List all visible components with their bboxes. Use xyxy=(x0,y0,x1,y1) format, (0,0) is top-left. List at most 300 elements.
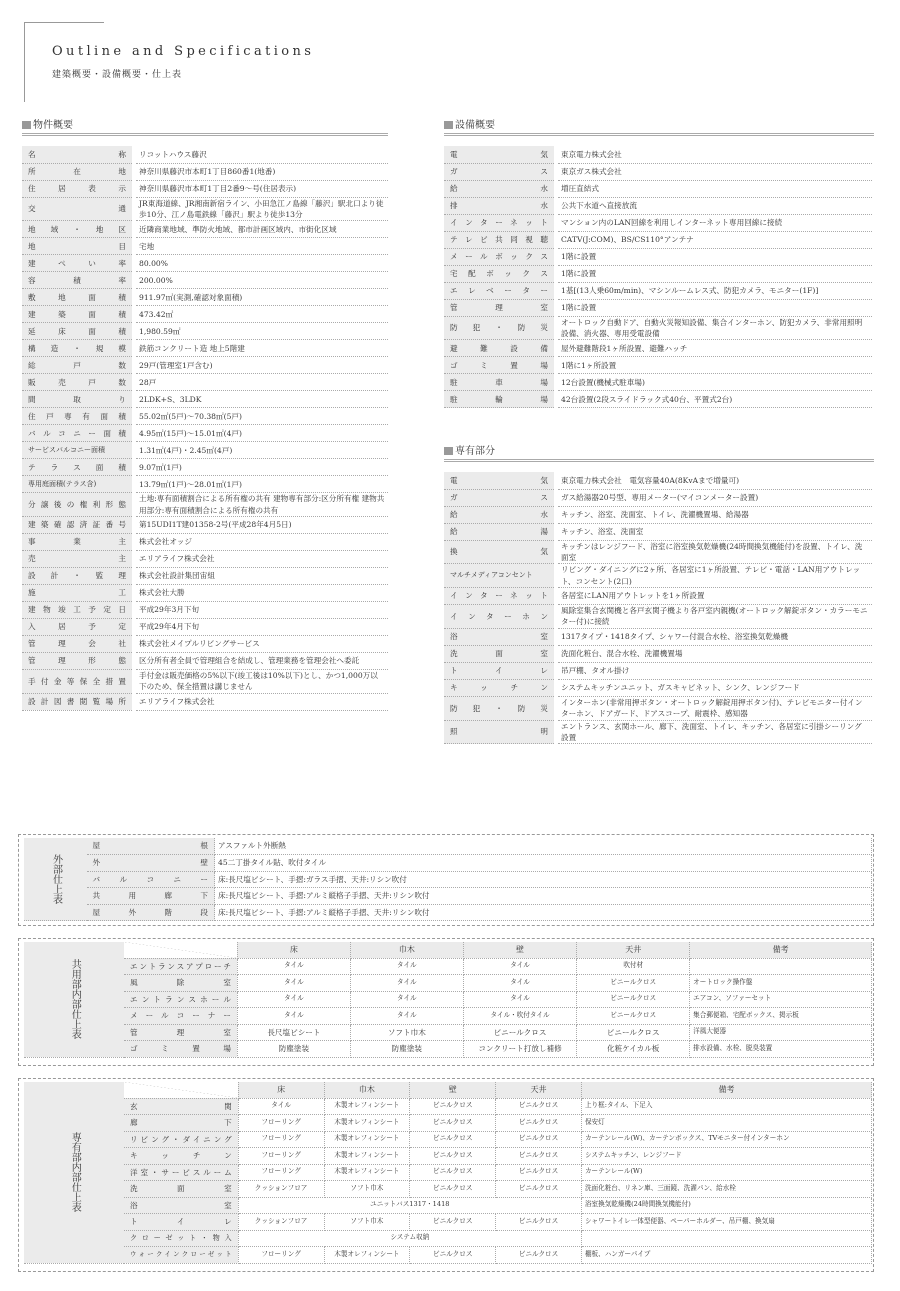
spec-row xyxy=(22,146,388,163)
senyu-finish-table xyxy=(24,1082,872,1264)
row-label: キッチン xyxy=(124,1148,238,1165)
column-header: 巾木 xyxy=(350,942,463,958)
row-label: 廊下 xyxy=(124,1115,238,1132)
gaibu-table xyxy=(24,838,872,921)
spec-value: エントランス、玄関ホール、廊下、洗面室、トイレ、キッチン、各居室に引掛シーリング設置 xyxy=(556,720,872,744)
column-header: 壁 xyxy=(463,942,576,958)
spec-row xyxy=(22,272,388,289)
spec-label: エレベーター xyxy=(444,282,556,299)
side-title: 専有部内部仕上表 xyxy=(24,1082,124,1263)
spec-label: 駐車場 xyxy=(444,374,556,391)
spec-value: 株式会社オッジ xyxy=(134,534,388,551)
cell: タイル xyxy=(463,975,576,992)
table-row xyxy=(24,904,872,921)
table-row xyxy=(24,1098,872,1115)
spec-label: 給湯 xyxy=(444,523,556,540)
cell: ビニールクロス xyxy=(577,975,690,992)
section-setsubi-heading: 設備概要 xyxy=(444,118,874,136)
spec-row xyxy=(444,472,872,489)
spec-value: 近隣商業地域、準防火地域、都市計画区域内、市街化区域 xyxy=(134,221,388,238)
cell: ビニルクロス xyxy=(410,1164,496,1181)
setsubi-table xyxy=(444,146,872,408)
spec-row xyxy=(22,323,388,340)
spec-row xyxy=(444,679,872,696)
spec-label: 間取り xyxy=(22,391,134,408)
row-label: 風除室 xyxy=(124,975,237,992)
cell: 木製オレフィンシート xyxy=(324,1115,410,1132)
spec-row xyxy=(22,306,388,323)
spec-value: インターホン(非常用押ボタン・オートロック解錠用押ボタン付)、テレビモニター付インターホン、ドアガード、ドアスコープ、耐震枠、感知器 xyxy=(556,696,872,720)
spec-value: 東京電力株式会社 電気容量40A(8KvAまで増量可) xyxy=(556,472,872,489)
spec-value: 2LDK+S、3LDK xyxy=(134,391,388,408)
table-row xyxy=(24,888,872,905)
row-label: バルコニー xyxy=(87,871,215,888)
spec-value: エリアライフ株式会社 xyxy=(134,693,388,710)
spec-row xyxy=(444,588,872,605)
row-label: トイレ xyxy=(124,1214,238,1231)
spec-label: インターネット xyxy=(444,588,556,605)
spec-row xyxy=(444,628,872,645)
spec-value: 増圧直結式 xyxy=(556,180,872,197)
spec-value: 宅地 xyxy=(134,238,388,255)
spec-value: オートロック自動ドア、自動火災報知設備、集合インターホン、防犯カメラ、非常用照明設備、消火器、専用受電設備 xyxy=(556,316,872,340)
cell: フローリング xyxy=(238,1115,324,1132)
cell: タイル xyxy=(237,991,350,1008)
page-subtitle: 建築概要・設備概要・仕上表 xyxy=(52,70,183,80)
cell: 木製オレフィンシート xyxy=(324,1247,410,1264)
spec-row xyxy=(444,340,872,357)
cell: エアコン、ソファーセット xyxy=(690,991,872,1008)
cell: ビニルクロス xyxy=(496,1098,582,1115)
cell: フローリング xyxy=(238,1247,324,1264)
row-value: 床:長尺塩ビシート、手摺:アルミ縦格子手摺、天井:リシン吹付 xyxy=(215,888,872,905)
header-row xyxy=(24,942,872,958)
spec-value: 1317タイプ・1418タイプ、シャワー付混合水栓、浴室換気乾燥機 xyxy=(556,628,872,645)
spec-row xyxy=(444,374,872,391)
spec-row xyxy=(444,523,872,540)
row-label: リビング・ダイニング xyxy=(124,1131,238,1148)
spec-label: 設計図書閲覧場所 xyxy=(22,693,134,710)
spec-label: メールボックス xyxy=(444,248,556,265)
spec-value: JR東海道線、JR湘南新宿ライン、小田急江ノ島線「藤沢」駅北口より徒歩10分、江ノ島電鉄線「藤沢」駅より徒歩13分 xyxy=(134,197,388,221)
cell: 浴室換気乾燥機(24時間換気機能付) xyxy=(581,1197,871,1214)
cell xyxy=(690,958,872,975)
section-senyu-heading: 専有部分 xyxy=(444,444,874,462)
cell: 木製オレフィンシート xyxy=(324,1131,410,1148)
spec-label: ゴミ置場 xyxy=(444,357,556,374)
spec-row xyxy=(444,214,872,231)
spec-row xyxy=(444,146,872,163)
spec-label: 防犯・防災 xyxy=(444,696,556,720)
corner-cell xyxy=(124,942,237,958)
spec-value: 1.31㎡(4戸)・2.45㎡(4戸) xyxy=(134,442,388,459)
spec-label: 建物竣工予定日 xyxy=(22,602,134,619)
spec-label: 敷地面積 xyxy=(22,289,134,306)
spec-row xyxy=(444,605,872,629)
spec-label: 管理会社 xyxy=(22,636,134,653)
spec-label: 売主 xyxy=(22,551,134,568)
spec-row xyxy=(22,636,388,653)
cell: カーテンレール(W) xyxy=(581,1164,871,1181)
side-title: 外部仕上表 xyxy=(24,838,87,921)
cell: オートロック操作盤 xyxy=(690,975,872,992)
column-header: 床 xyxy=(237,942,350,958)
spec-value: 屋外避難階段1ヶ所設置、避難ハッチ xyxy=(556,340,872,357)
cell: ビニールクロス xyxy=(577,991,690,1008)
spec-label: 名称 xyxy=(22,146,134,163)
spec-value: 4.95㎡(15戸)〜15.01㎡(4戸) xyxy=(134,425,388,442)
cell: 棚板、ハンガーパイプ xyxy=(581,1247,871,1264)
spec-row xyxy=(444,720,872,744)
cell: システム収納 xyxy=(238,1230,581,1247)
spec-label: 給水 xyxy=(444,180,556,197)
spec-value: 1階に設置 xyxy=(556,299,872,316)
header-row xyxy=(24,1082,872,1098)
cell: クッションフロア xyxy=(238,1214,324,1231)
row-label: 外壁 xyxy=(87,855,215,872)
spec-value: 株式会社設計集団宙組 xyxy=(134,568,388,585)
spec-value: 200.00% xyxy=(134,272,388,289)
spec-row xyxy=(22,221,388,238)
table-row xyxy=(24,871,872,888)
cell: タイル xyxy=(237,975,350,992)
spec-value: 911.97㎡(実測,確認対象面積) xyxy=(134,289,388,306)
cell: フローリング xyxy=(238,1148,324,1165)
cell: タイル xyxy=(350,1008,463,1025)
spec-row xyxy=(444,231,872,248)
spec-label: 専用庭面積(テラス含) xyxy=(22,476,134,493)
cell: タイル xyxy=(237,1008,350,1025)
cell: タイル・吹付タイル xyxy=(463,1008,576,1025)
column-header: 床 xyxy=(238,1082,324,1098)
page-title: Outline and Specifications xyxy=(52,44,315,59)
spec-row xyxy=(444,316,872,340)
cell: ソフト巾木 xyxy=(324,1214,410,1231)
spec-value: キッチン、浴室、洗面室 xyxy=(556,523,872,540)
spec-value: 株式会社大勝 xyxy=(134,585,388,602)
spec-label: キッチン xyxy=(444,679,556,696)
table-row xyxy=(24,1148,872,1165)
spec-value: 東京電力株式会社 xyxy=(556,146,872,163)
table-row xyxy=(24,1214,872,1231)
cell: フローリング xyxy=(238,1164,324,1181)
spec-label: 換気 xyxy=(444,540,556,564)
row-value: アスファルト外断熱 xyxy=(215,838,872,855)
spec-row xyxy=(22,585,388,602)
spec-value: ガス給湯器20号型、専用メーター(マイコンメーター設置) xyxy=(556,489,872,506)
table-row xyxy=(24,958,872,975)
cell: ビニルクロス xyxy=(496,1164,582,1181)
cell: ビニルクロス xyxy=(496,1214,582,1231)
spec-value: エリアライフ株式会社 xyxy=(134,551,388,568)
cell: コンクリート打放し補修 xyxy=(463,1041,576,1058)
cell: 洋風大便器 xyxy=(690,1024,872,1041)
row-value: 床:長尺塩ビシート、手摺:アルミ縦格子手摺、天井:リシン吹付 xyxy=(215,904,872,921)
table-row xyxy=(24,1164,872,1181)
spec-label: 容積率 xyxy=(22,272,134,289)
cell: タイル xyxy=(350,975,463,992)
spec-label: 電気 xyxy=(444,472,556,489)
spec-label: 地域・地区 xyxy=(22,221,134,238)
table-row xyxy=(24,1247,872,1264)
spec-value: 1階に1ヶ所設置 xyxy=(556,357,872,374)
spec-value: 平成29年4月下旬 xyxy=(134,619,388,636)
row-label: エントランスアプローチ xyxy=(124,958,237,975)
row-label: メールコーナー xyxy=(124,1008,237,1025)
spec-value: 28戸 xyxy=(134,374,388,391)
spec-label: 管理形態 xyxy=(22,653,134,670)
spec-label: 総戸数 xyxy=(22,357,134,374)
spec-label: 電気 xyxy=(444,146,556,163)
spec-label: 建ぺい率 xyxy=(22,255,134,272)
cell: ビニルクロス xyxy=(496,1247,582,1264)
spec-value: 神奈川県藤沢市本町1丁目2番9〜号(住居表示) xyxy=(134,180,388,197)
spec-row xyxy=(444,662,872,679)
table-row xyxy=(24,1041,872,1058)
row-label: 洗面室 xyxy=(124,1181,238,1198)
column-header: 備考 xyxy=(690,942,872,958)
cell: ビニルクロス xyxy=(410,1131,496,1148)
cell: 上り框:タイル、下足入 xyxy=(581,1098,871,1115)
cell: ビニールクロス xyxy=(577,1008,690,1025)
spec-value: 手付金は販売価格の5%以下(竣工後は10%以下)とし、かつ1,000万以下のため、保全措置は講じません xyxy=(134,670,388,694)
table-row xyxy=(24,1230,872,1247)
spec-label: 浴室 xyxy=(444,628,556,645)
spec-label: 手付金等保全措置 xyxy=(22,670,134,694)
cell: 木製オレフィンシート xyxy=(324,1164,410,1181)
row-label: 屋根 xyxy=(87,838,215,855)
cell: 保安灯 xyxy=(581,1115,871,1132)
cell: システムキッチン、レンジフード xyxy=(581,1148,871,1165)
spec-value: マンション内のLAN回線を利用しインターネット専用回線に接続 xyxy=(556,214,872,231)
cell: ビニルクロス xyxy=(410,1181,496,1198)
spec-row xyxy=(22,670,388,694)
spec-row xyxy=(444,282,872,299)
cell: ユニットバス1317・1418 xyxy=(238,1197,581,1214)
spec-row xyxy=(444,564,872,588)
spec-row xyxy=(22,459,388,476)
spec-row xyxy=(22,476,388,493)
spec-value: 神奈川県藤沢市本町1丁目860番1(地番) xyxy=(134,163,388,180)
spec-label: 排水 xyxy=(444,197,556,214)
spec-label: 建築面積 xyxy=(22,306,134,323)
spec-value: 株式会社メイプルリビングサービス xyxy=(134,636,388,653)
spec-value: 各居室にLAN用アウトレットを1ヶ所設置 xyxy=(556,588,872,605)
table-row xyxy=(24,991,872,1008)
spec-label: 避難設備 xyxy=(444,340,556,357)
cell: ビニルクロス xyxy=(496,1181,582,1198)
row-label: 浴室 xyxy=(124,1197,238,1214)
cell: ソフト巾木 xyxy=(324,1181,410,1198)
spec-row xyxy=(22,197,388,221)
spec-row xyxy=(22,357,388,374)
cell: ビニルクロス xyxy=(410,1214,496,1231)
cell: タイル xyxy=(350,958,463,975)
spec-label: 分譲後の権利形態 xyxy=(22,493,134,517)
table-row xyxy=(24,855,872,872)
corner-frame xyxy=(24,22,104,102)
spec-row xyxy=(22,180,388,197)
spec-label: 管理室 xyxy=(444,299,556,316)
cell: タイル xyxy=(237,958,350,975)
spec-row xyxy=(22,534,388,551)
cell: 排水設備、水栓、脱臭装置 xyxy=(690,1041,872,1058)
spec-row xyxy=(22,238,388,255)
table-row xyxy=(24,1024,872,1041)
cell: ビニルクロス xyxy=(410,1115,496,1132)
spec-label: 構造・規模 xyxy=(22,340,134,357)
table-row xyxy=(24,1181,872,1198)
spec-label: ガス xyxy=(444,489,556,506)
senyu-table xyxy=(444,472,872,744)
spec-row xyxy=(444,391,872,408)
cell: 長尺塩ビシート xyxy=(237,1024,350,1041)
spec-label: 建築確認済証番号 xyxy=(22,517,134,534)
spec-row xyxy=(444,299,872,316)
cell: 木製オレフィンシート xyxy=(324,1148,410,1165)
spec-label: 施工 xyxy=(22,585,134,602)
spec-label: 設計・監理 xyxy=(22,568,134,585)
cell: ビニルクロス xyxy=(410,1098,496,1115)
cell: ソフト巾木 xyxy=(350,1024,463,1041)
spec-value: 洗面化粧台、混合水栓、洗濯機置場 xyxy=(556,645,872,662)
spec-value: 平成29年3月下旬 xyxy=(134,602,388,619)
side-title: 共用部内部仕上表 xyxy=(24,942,124,1057)
table-row xyxy=(24,1115,872,1132)
spec-value: 13.79㎡(1戸)〜28.01㎡(1戸) xyxy=(134,476,388,493)
spec-value: 東京ガス株式会社 xyxy=(556,163,872,180)
spec-row xyxy=(444,180,872,197)
kyoyo-table xyxy=(24,942,872,1058)
spec-row xyxy=(22,163,388,180)
cell: ビニルクロス xyxy=(496,1131,582,1148)
spec-label: 延床面積 xyxy=(22,323,134,340)
spec-row xyxy=(22,289,388,306)
spec-row xyxy=(22,374,388,391)
spec-value: CATV(J:COM)、BS/CS110°アンテナ xyxy=(556,231,872,248)
spec-label: テラス面積 xyxy=(22,459,134,476)
spec-label: 交通 xyxy=(22,197,134,221)
spec-label: 事業主 xyxy=(22,534,134,551)
spec-row xyxy=(444,163,872,180)
cell: フローリング xyxy=(238,1131,324,1148)
spec-label: トイレ xyxy=(444,662,556,679)
spec-label: 所在地 xyxy=(22,163,134,180)
spec-row xyxy=(22,425,388,442)
spec-value: リコットハウス藤沢 xyxy=(134,146,388,163)
spec-value: 29戸(管理室1戸含む) xyxy=(134,357,388,374)
spec-row xyxy=(444,645,872,662)
spec-row xyxy=(22,340,388,357)
spec-row xyxy=(22,693,388,710)
spec-label: バルコニー面積 xyxy=(22,425,134,442)
spec-value: 鉄筋コンクリート造 地上5階建 xyxy=(134,340,388,357)
column-header: 天井 xyxy=(577,942,690,958)
spec-label: 販売戸数 xyxy=(22,374,134,391)
spec-row xyxy=(22,442,388,459)
spec-value: 1階に設置 xyxy=(556,248,872,265)
cell: ビニールクロス xyxy=(463,1024,576,1041)
column-header: 備考 xyxy=(581,1082,871,1098)
cell: 吹付材 xyxy=(577,958,690,975)
column-header: 巾木 xyxy=(324,1082,410,1098)
row-value: 床:長尺塩ビシート、手摺:ガラス手摺、天井:リシン吹付 xyxy=(215,871,872,888)
cell: 木製オレフィンシート xyxy=(324,1098,410,1115)
cell: 集合郵便箱、宅配ボックス、掲示板 xyxy=(690,1008,872,1025)
spec-row xyxy=(444,540,872,564)
cell: 化粧ケイカル板 xyxy=(577,1041,690,1058)
spec-value: 土地:専有面積割合による所有権の共有 建物専有部分:区分所有権 建物共用部分:専有面積割合による所有権の共有 xyxy=(134,493,388,517)
cell: ビニルクロス xyxy=(496,1115,582,1132)
corner-cell xyxy=(124,1082,238,1098)
spec-value: キッチン、浴室、洗面室、トイレ、洗濯機置場、給湯器 xyxy=(556,506,872,523)
spec-row xyxy=(444,197,872,214)
spec-value: 区分所有者全員で管理組合を結成し、管理業務を管理会社へ委託 xyxy=(134,653,388,670)
row-label: クローゼット・物入 xyxy=(124,1230,238,1247)
row-label: 共用廊下 xyxy=(87,888,215,905)
row-label: 管理室 xyxy=(124,1024,237,1041)
spec-row xyxy=(22,619,388,636)
cell: タイル xyxy=(238,1098,324,1115)
cell xyxy=(581,1230,871,1247)
cell: 防塵塗装 xyxy=(237,1041,350,1058)
spec-row xyxy=(22,653,388,670)
spec-value: 1階に設置 xyxy=(556,265,872,282)
spec-row xyxy=(22,568,388,585)
spec-label: ガス xyxy=(444,163,556,180)
row-label: 玄関 xyxy=(124,1098,238,1115)
table-row xyxy=(24,975,872,992)
cell: 防塵塗装 xyxy=(350,1041,463,1058)
spec-label: 入居予定 xyxy=(22,619,134,636)
row-label: ゴミ置場 xyxy=(124,1041,237,1058)
spec-row xyxy=(22,551,388,568)
spec-value: 42台設置(2段スライドラック式40台、平置式2台) xyxy=(556,391,872,408)
row-label: ウォークインクローゼット xyxy=(124,1247,238,1264)
spec-row xyxy=(22,391,388,408)
table-row xyxy=(24,1008,872,1025)
spec-row xyxy=(22,517,388,534)
row-label: 洋室・サービスルーム xyxy=(124,1164,238,1181)
column-header: 壁 xyxy=(410,1082,496,1098)
spec-value: 9.07㎡(1戸) xyxy=(134,459,388,476)
cell: カーテンレール(W)、カーテンボックス、TVモニター付インターホン xyxy=(581,1131,871,1148)
spec-row xyxy=(444,357,872,374)
table-row xyxy=(24,1197,872,1214)
spec-value: キッチンはレンジフード、浴室に浴室換気乾燥機(24時間換気機能付)を設置、トイレ、洗面室 xyxy=(556,540,872,564)
cell: ビニルクロス xyxy=(410,1148,496,1165)
spec-value: 12台設置(機械式駐車場) xyxy=(556,374,872,391)
spec-value: 1,980.59㎡ xyxy=(134,323,388,340)
spec-value: 80.00% xyxy=(134,255,388,272)
spec-label: インターネット xyxy=(444,214,556,231)
spec-row xyxy=(444,506,872,523)
spec-label: 防犯・防災 xyxy=(444,316,556,340)
spec-value: 55.02㎡(5戸)〜70.38㎡(5戸) xyxy=(134,408,388,425)
spec-row xyxy=(444,696,872,720)
spec-row xyxy=(444,489,872,506)
spec-value: 第15UDI1T建01358-2号(平成28年4月5日) xyxy=(134,517,388,534)
cell: タイル xyxy=(463,991,576,1008)
table-row xyxy=(24,1131,872,1148)
spec-row xyxy=(22,408,388,425)
spec-label: 宅配ボックス xyxy=(444,265,556,282)
cell: クッションフロア xyxy=(238,1181,324,1198)
cell: 洗面化粧台、リネン庫、三面鏡、洗濯パン、給水栓 xyxy=(581,1181,871,1198)
section-bukken-heading: 物件概要 xyxy=(22,118,388,136)
cell: タイル xyxy=(463,958,576,975)
cell: ビニルクロス xyxy=(496,1148,582,1165)
